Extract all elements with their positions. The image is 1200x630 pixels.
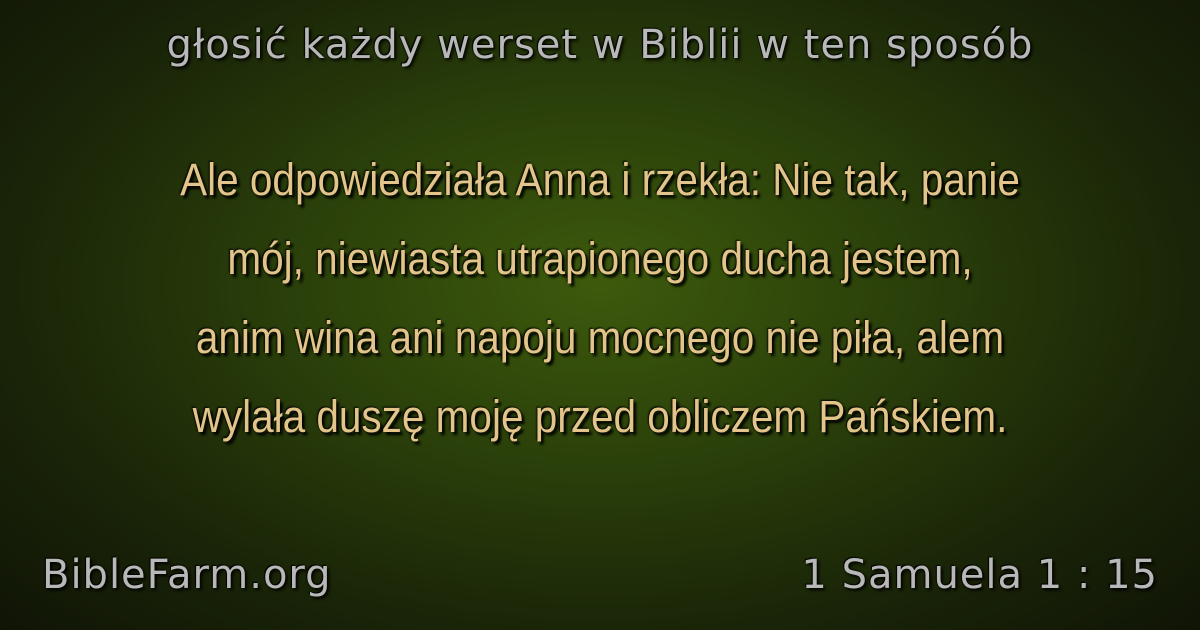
site-name: BibleFarm.org [42, 552, 332, 598]
verse-line-1: Ale odpowiedziała Anna i rzekła: Nie tak, panie [180, 154, 1020, 205]
verse-line-4: wylała duszę moję przed obliczem Pańskiem. [192, 391, 1008, 442]
verse-reference: 1 Samuela 1 : 15 [801, 552, 1158, 598]
verse-line-2: mój, niewiasta utrapionego ducha jestem, [227, 233, 973, 284]
verse-line-3: anim wina ani napoju mocnego nie piła, alem [195, 312, 1005, 363]
verse-text [96, 140, 1104, 456]
tagline: głosić każdy werset w Biblii w ten sposób [166, 22, 1034, 68]
